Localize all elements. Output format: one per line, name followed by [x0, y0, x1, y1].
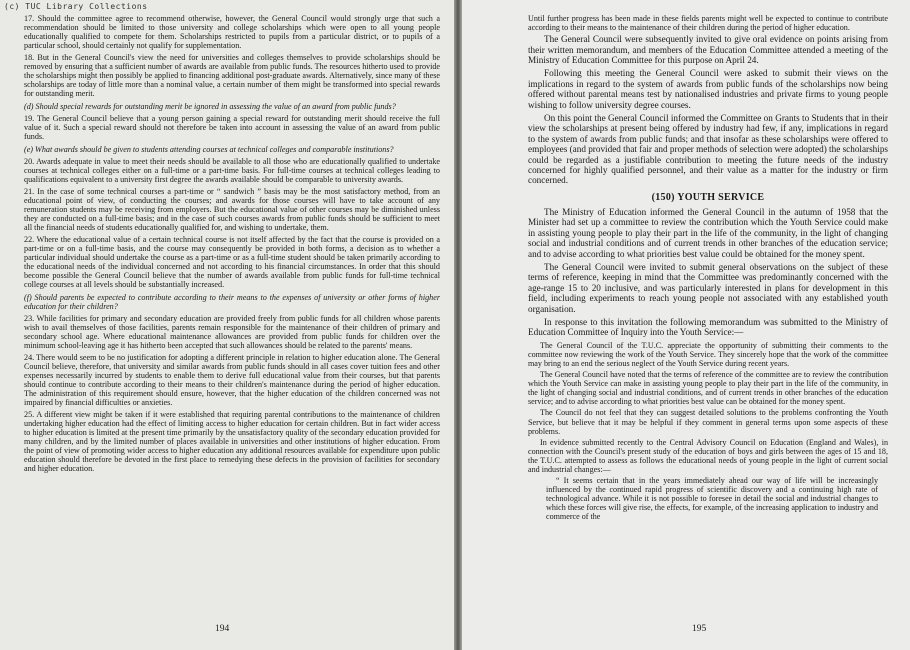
left-page [0, 0, 454, 650]
right-paragraph: The General Council were invited to submit general observations on the subject of these terms of reference, keeping in mind that the Committee was predominantly concerned with the age-range 15 to 20 inclusive, and was particularly interested in plans for development in this field, including experiments to reach young people not associated with any established youth organisation. [528, 261, 888, 314]
left-paragraph: 24. There would seem to be no justification for adopting a different principle in relation to higher education alone. The General Council believe, therefore, that university and similar awards from public funds should in all cases cover tuition fees and other expenses necessarily incurred by students to enable them to derive full educational value from their courses, but that parents should continue to contribute according to their means to their children's maintenance during the period of higher education. The administration of this requirement should ensure, however, that the higher education of the children concerned was not impaired by financial difficulties or anxieties. [24, 353, 440, 407]
memo-paragraph: The Council do not feel that they can suggest detailed solutions to the problems confronting the Youth Service, but believe that it may be helpful if they comment in general terms upon some aspects of these problems. [528, 408, 888, 436]
memo-paragraph: The General Council of the T.U.C. appreciate the opportunity of submitting their comments to the committee now reviewing the work of the Youth Service. They sincerely hope that the work of the committee may bring to an end the serious neglect of the Youth Service during recent years. [528, 340, 888, 368]
memo-paragraph: In evidence submitted recently to the Central Advisory Council on Education (England and Wales), in connection with the Council's present study of the education of boys and girls between the ages of 15 and 18, the T.U.C. attempted to assess as follows the educational needs of young people in the light of current social and industrial changes:— [528, 437, 888, 474]
watermark: (c) TUC Library Collections [4, 2, 148, 11]
left-paragraph: 18. But in the General Council's view the need for universities and colleges themselves to provide scholarships should be removed by ensuring that a sufficient number of awards are available from public funds. The resources hitherto used to provide the scholarships might then possibly be applied to financing additional post-graduate awards. Alternatively, since many of these scholarships are today of little more than a nominal value, a certain number of them might be transformed into special rewards for outstanding merit. [24, 53, 440, 98]
left-paragraph: 23. While facilities for primary and secondary education are provided freely from public funds for all children whose parents wish to avail themselves of those facilities, parents remain responsible for the maintenance of their children of primary and secondary school age. Where educational maintenance allowances are provided from public funds for children over the minimum school-leaving age it has hitherto been accepted that such allowances should be related to the parents' means. [24, 314, 440, 350]
memo-quote: “ It seems certain that in the years immediately ahead our way of life will be increasingly influenced by the continued rapid progress of scientific discovery and a continuing high rate of technological advance. While it is not possible to foresee in detail the social and industrial changes to which these forces will give rise, the effects, for example, of the increasing application to industry and commerce of the [546, 476, 878, 522]
page-number: 195 [692, 624, 707, 634]
left-question-heading: (d) Should special rewards for outstanding merit be ignored in assessing the value of an award from public funds? [24, 102, 396, 111]
left-paragraph: 21. In the case of some technical courses a part-time or “ sandwich ” basis may be the most satisfactory method, from an educational point of view, of conducting the courses; and awards for those courses will have to take account of any remuneration students may be receiving from employers. But the educational value of other courses may be diminished unless they are conducted on a full-time basis; and in the case of such courses awards from public funds should be sufficient to meet all the financial needs of students educationally qualified for, and wishing to undertake, them. [24, 187, 440, 232]
left-page-body [24, 4, 440, 473]
right-paragraph: The Ministry of Education informed the General Council in the autumn of 1958 that the Minister had set up a committee to review the contribution which the Youth Service could make in assisting young people to play their part in the life of the community, in the light of changing social and industrial conditions and of current trends in other branches of the education service; and to advise according to what priorities best value could be obtained for the money spent. [528, 206, 888, 259]
right-page [462, 0, 910, 650]
left-question-heading: (f) Should parents be expected to contribute according to their means to the expenses of university or other forms of higher education for their children? [24, 293, 440, 311]
left-question-heading: (e) What awards should be given to students attending courses at technical colleges and comparable institutions? [24, 145, 394, 154]
right-paragraph: In response to this invitation the following memorandum was submitted to the Ministry of Education Committee of Inquiry into the Youth Service:— [528, 316, 888, 338]
left-paragraph: 17. Should the committee agree to recommend otherwise, however, the General Council would strongly urge that such a recommendation should be limited to those university and college scholarships which were open to all young people educationally qualified to compete for them. Scholarships restricted to pupils from a particular district, or to pupils of a particular school, should certainly not qualify for supplementation. [24, 14, 440, 50]
right-paragraph: The General Council were subsequently invited to give oral evidence on points arising from their written memorandum, and members of the Education Committee attended a meeting of the Ministry of Education Committee for this purpose on April 24. [528, 34, 888, 65]
memo-paragraph: The General Council have noted that the terms of reference of the committee are to review the contribution which the Youth Service can make in assisting young people to play their part in the life of the community, in the light of changing social and industrial conditions, and of current trends in other branches of the education service; and to advise according to what priorities best value can be obtained for the money spent. [528, 370, 888, 407]
page-number: 194 [215, 624, 230, 634]
right-paragraph: Following this meeting the General Council were asked to submit their views on the implications in regard to the system of awards from public funds of the scholarships now being offered without parental means test by nationalised industries and private firms to young people wishing to follow university degree courses. [528, 68, 888, 110]
left-paragraph: 25. A different view might be taken if it were established that requiring parental contributions to the maintenance of children undertaking higher education had the effect of limiting access to higher education for certain children. But in fact wider access to higher education is limited at the present time primarily by the unsatisfactory quality of the secondary education provided for many children, and by the limited number of places available in universities and other institutions of higher education. From the point of view of promoting wider access to higher education any additional resources available for expenditure upon public education should therefore be devoted in the first place to remedying these defects in the provision of facilities for secondary and higher education. [24, 410, 440, 473]
left-paragraph: 20. Awards adequate in value to meet their needs should be available to all those who are educationally qualified to undertake courses at technical colleges either on a full-time or a part-time basis. For full-time courses at technical colleges leading to qualifications equivalent to a university first degree the awards available should be comparable to university awards. [24, 157, 440, 184]
left-paragraph: 19. The General Council believe that a young person gaining a special reward for outstanding merit should receive the full value of it. Such a special reward should not therefore be taken into account in assessing the value of an award from public funds. [24, 114, 440, 141]
book-gutter [454, 0, 462, 650]
right-paragraph: On this point the General Council informed the Committee on Grants to Students that in their view the scholarships at present being offered by industry had few, if any, implications in regard to the system of awards from public funds; and that insofar as these scholarships were offered to employees (and provided that fair and proper methods of selection were adopted) the scholarships could be regarded as a justifiable contribution to meeting the future needs of the industry concerned for highly qualified personnel, and their value as a matter for the industry or firm concerned. [528, 113, 888, 186]
left-paragraph: 22. Where the educational value of a certain technical course is not itself affected by the fact that the course is provided on a part-time or on a full-time basis, and the course may consequently be provided in both forms, a decision as to whether a particular individual should undertake the course as a part-time or as a full-time student should be taken primarily according to the educational needs of the individual concerned and not according to his financial circumstances. In order that this should become possible the General Council believe that the number of awards available from public funds for full-time technical college courses at all levels should be substantially increased. [24, 235, 440, 289]
section-heading: (150) YOUTH SERVICE [651, 191, 765, 203]
continuation-paragraph: Until further progress has been made in these fields parents might well be expected to continue to contribute according to their means to the maintenance of their children during the period of higher education. [528, 14, 888, 33]
